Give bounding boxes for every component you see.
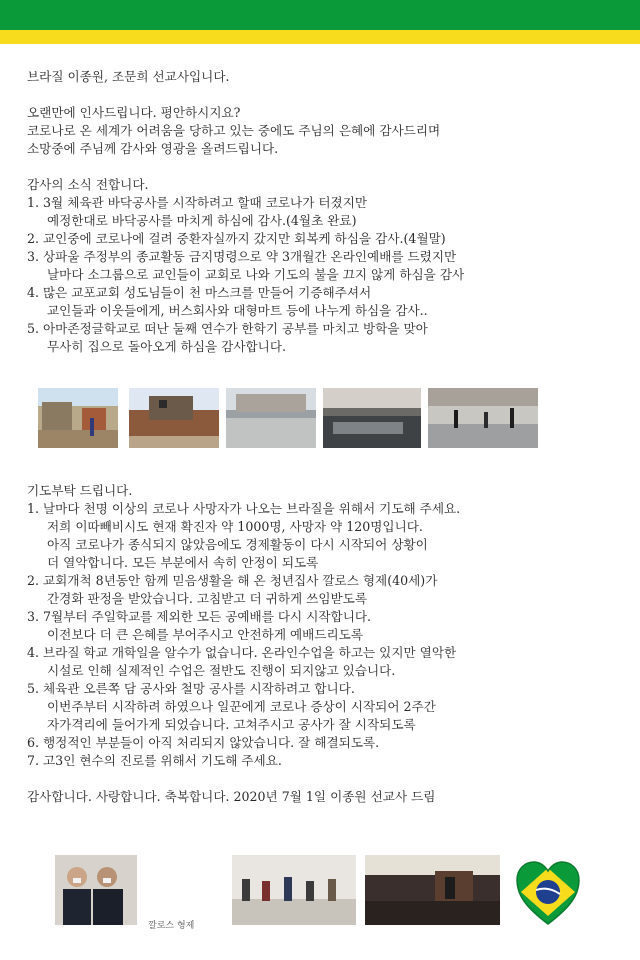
prayer-list: [27, 500, 627, 770]
thanks-item: 3. 상파울 주정부의 종교활동 금지명령으로 약 3개월간 온라인예배를 드렸지만: [27, 249, 457, 264]
construction-photo: [38, 388, 118, 448]
church-service-photo: [365, 855, 500, 925]
construction-photo: [323, 388, 421, 448]
progress-photos: [38, 388, 538, 448]
prayer-item: 3. 7월부터 주일학교를 제외한 모든 공예배를 다시 시작합니다.: [27, 609, 372, 624]
prayer-item: 7. 고3인 현수의 진로를 위해서 기도해 주세요.: [27, 753, 282, 768]
prayer-title: 기도부탁 드립니다.: [27, 483, 133, 498]
thanks-item: 무사히 집으로 돌아오게 하심을 감사합니다.: [47, 339, 286, 354]
prayer-item: 더 열악합니다. 모든 부분에서 속히 안정이 되도록: [47, 555, 319, 570]
sports-photo: [428, 388, 538, 448]
thanks-item: 2. 교인중에 코로나에 걸려 중환자실까지 갔지만 회복케 하심을 감사.(4월말): [27, 231, 446, 246]
thanks-list: [27, 194, 627, 356]
thanks-item: 예정한대로 바닥공사를 마치게 하심에 감사.(4월초 완료): [47, 213, 357, 228]
brazil-flag-heart-icon: [515, 858, 581, 928]
prayer-item: 이번주부터 시작하려 하였으나 일꾼에게 코로나 증상이 시작되어 2주간: [47, 699, 436, 714]
thanks-item: 4. 많은 교포교회 성도님들이 천 마스크를 만들어 기증해주셔서: [27, 285, 372, 300]
prayer-item: 저희 이따빼비시도 현재 확진자 약 1000명, 사망자 약 120명입니다.: [47, 519, 423, 534]
closing-signature: 감사합니다. 사랑합니다. 축복합니다. 2020년 7월 1일 이종원 선교사 드림: [27, 789, 436, 804]
construction-photo: [129, 388, 219, 448]
worship-photo: [232, 855, 356, 925]
prayer-item: 6. 행정적인 부분들이 아직 처리되지 않았습니다. 잘 해결되도록.: [27, 735, 380, 750]
photo-caption: 깔로스 형제: [148, 921, 195, 931]
construction-photo: [226, 388, 316, 448]
prayer-item: 아직 코로나가 종식되지 않았음에도 경제활동이 다시 시작되어 상황이: [47, 537, 428, 552]
prayer-item: 시설로 인해 실제적인 수업은 절반도 진행이 되지않고 있습니다.: [47, 663, 396, 678]
prayer-item: 2. 교회개척 8년동안 함께 믿음생활을 해 온 청년집사 깔로스 형제(40세)가: [27, 573, 438, 588]
prayer-item: 간경화 판정을 받았습니다. 고침받고 더 귀하게 쓰임받도록: [47, 591, 367, 606]
greeting-block: [27, 104, 627, 158]
carlos-photo: [55, 855, 137, 925]
thanks-item: 5. 아마존정글학교로 떠난 둘째 연수가 한학기 공부를 마치고 방학을 맞아: [27, 321, 428, 336]
greeting-line: 오랜만에 인사드립니다. 평안하시지요?: [27, 105, 241, 120]
thanks-item: 날마다 소그룹으로 교인들이 교회로 나와 기도의 불을 끄지 않게 하심을 감사: [47, 267, 465, 282]
prayer-item: 1. 날마다 천명 이상의 코로나 사망자가 나오는 브라질을 위해서 기도해 주세요.: [27, 501, 461, 516]
thanks-title: 감사의 소식 전합니다.: [27, 177, 149, 192]
header-yellow-band: [0, 30, 640, 44]
prayer-item: 5. 체육관 오른쪽 담 공사와 철망 공사를 시작하려고 합니다.: [27, 681, 355, 696]
prayer-item: 4. 브라질 학교 개학일을 알수가 없습니다. 온라인수업을 하고는 있지만 열악한: [27, 645, 457, 660]
header-line: 브라질 이종원, 조문희 선교사입니다.: [27, 69, 230, 84]
thanks-item: 1. 3월 체육관 바닥공사를 시작하려고 할때 코로나가 터졌지만: [27, 195, 368, 210]
greeting-line: 코로나로 온 세계가 어려움을 당하고 있는 중에도 주님의 은혜에 감사드리며: [27, 123, 441, 138]
greeting-line: 소망중에 주님께 감사와 영광을 올려드립니다.: [27, 141, 279, 156]
prayer-item: 자가격리에 들어가게 되었습니다. 고쳐주시고 공사가 잘 시작되도록: [47, 717, 416, 732]
header-green-band: [0, 0, 640, 30]
prayer-item: 이전보다 더 큰 은혜를 부어주시고 안전하게 예배드리도록: [47, 627, 363, 642]
thanks-item: 교인들과 이웃들에게, 버스회사와 대형마트 등에 나누게 하심을 감사..: [47, 303, 428, 318]
